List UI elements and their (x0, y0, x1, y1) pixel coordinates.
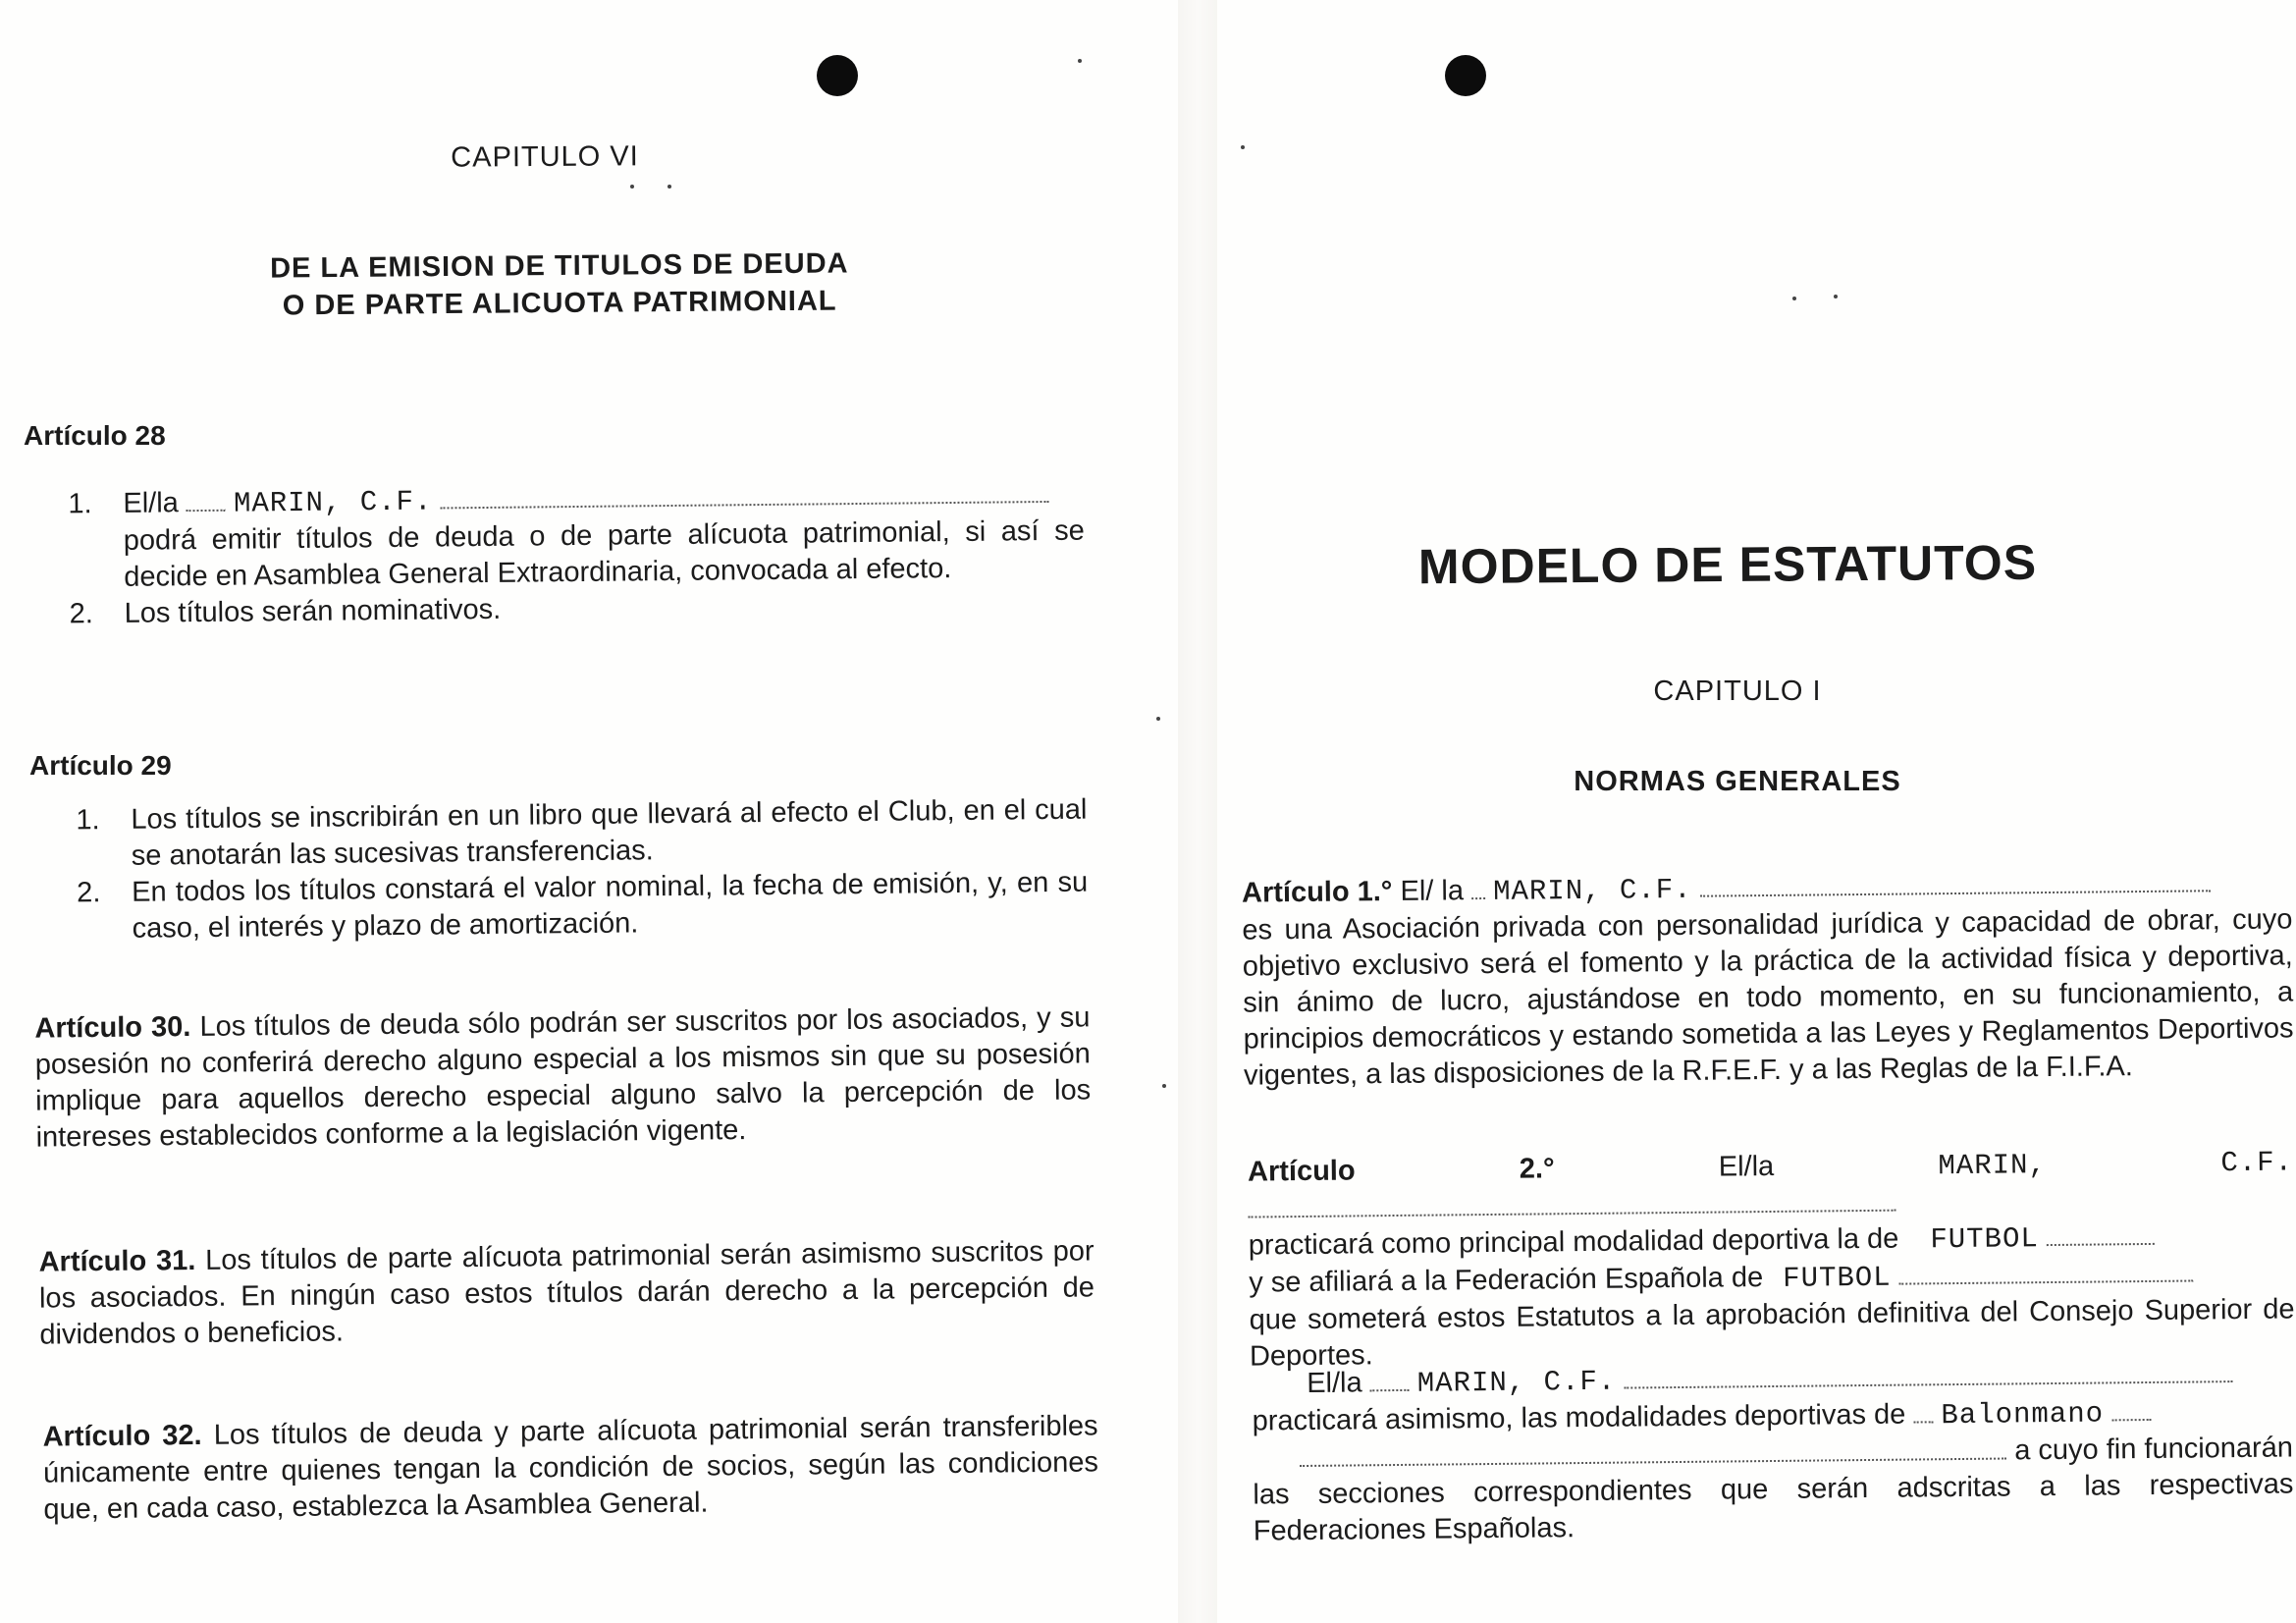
clause (77, 865, 1089, 948)
chapter-title: CAPITULO I (1653, 676, 1822, 707)
sport-fill: FUTBOL (1930, 1222, 2039, 1257)
article-2b-prefix: El/la (1307, 1367, 1362, 1399)
article-31-title: Artículo 31. (38, 1244, 196, 1278)
article-28-body (68, 476, 1086, 633)
article-2-line3: y se afiliará a la Federación Española de (1249, 1262, 1764, 1299)
speck (630, 185, 634, 189)
chapter-heading (196, 244, 924, 325)
clause-text: podrá emitir títulos de deuda o de parte alícuota patrimonial, si así se decide en Asamblea General Extraordinaria, convocada al efecto. (123, 514, 1085, 593)
page-fold (1178, 0, 1217, 1623)
chapter-heading: NORMAS GENERALES (1574, 766, 1901, 797)
article-32-text: Los títulos de deuda y parte alícuota patrimonial serán transferibles únicamente entre quienes tengan la condición de socios, según las condiciones que, en cada caso, establezca la Asamblea General. (42, 1410, 1099, 1526)
article-2b-rest: las secciones correspondientes que serán adscritas a las respectivas Federaciones Españolas. (1253, 1468, 2294, 1547)
clause-text: Los títulos serán nominativos. (124, 593, 502, 629)
chapter-title: CAPITULO VI (451, 140, 639, 174)
clause-number: 2. (77, 877, 101, 909)
clause (76, 792, 1088, 876)
speck (1792, 297, 1796, 300)
article-1-prefix: El/ la (1400, 875, 1465, 907)
clause-number: 2. (69, 598, 93, 630)
speck (667, 185, 671, 189)
punch-hole (1445, 55, 1486, 96)
clause-prefix: El/la (123, 487, 180, 519)
club-name-fill: MARIN, C.F. (233, 485, 433, 520)
article-30 (34, 1000, 1091, 1156)
clause (68, 476, 1085, 597)
article-31-text: Los títulos de parte alícuota patrimonial serán asimismo suscritos por los asociados. En ningún caso estos títulos darán derecho a la percepción de dividendos o beneficios. (38, 1235, 1095, 1351)
heading-line-1: DE LA EMISION DE TITULOS DE DEUDA (270, 247, 849, 285)
article-2b-line3: a cuyo fin funcionarán (2014, 1432, 2294, 1467)
document-title: MODELO DE ESTATUTOS (1417, 534, 2038, 595)
clause-text: Los títulos se inscribirán en un libro que llevará al efecto el Club, en el cual se anotarán las sucesivas transferencias. (131, 793, 1088, 872)
speck (1156, 717, 1160, 721)
heading-line-2: O DE PARTE ALICUOTA PATRIMONIAL (282, 285, 837, 322)
sport-fill: Balonmano (1941, 1397, 2105, 1433)
article-1-title: Artículo 1.° (1241, 876, 1393, 909)
article-2-rest: que someterá estos Estatutos a la aprobación definitiva del Consejo Superior de Deportes. (1249, 1293, 2295, 1373)
club-name-fill: MARIN, C.F. (1416, 1365, 1617, 1400)
speck (1078, 59, 1082, 63)
federation-fill: FUTBOL (1783, 1261, 1892, 1295)
article-2-sections (1252, 1355, 2294, 1549)
club-name-fill: MARIN, C.F. (1492, 873, 1692, 908)
right-page (1217, 0, 2296, 1623)
article-32-title: Artículo 32. (42, 1419, 202, 1453)
article-29-body (76, 792, 1088, 948)
article-2-prefix: El/la (1718, 1150, 1775, 1183)
article-31 (38, 1233, 1095, 1353)
article-2b-line2: practicará asimismo, las modalidades deportivas de (1252, 1398, 1906, 1437)
article-2-line2: practicará como principal modalidad deportiva la de (1248, 1222, 1899, 1262)
article-1-text: es una Asociación privada con personalidad jurídica y capacidad de obrar, cuyo objetivo exclusivo será el fomento y la práctica de la actividad física y deportiva, sin ánimo de lucro, ajustándose en todo momento, en su funcionamiento, a principios democráticos y estando sometida a las Leyes y Reglamentos Deportivos vigentes, a las disposiciones de la R.F.E.F. y a las Reglas de la F.I.F.A. (1242, 903, 2294, 1092)
clause-number: 1. (76, 804, 100, 837)
speck (1241, 145, 1245, 149)
article-30-text: Los títulos de deuda sólo podrán ser suscritos por los asociados, y su posesión no conferirá derecho alguno especial a los mismos sin que su posesión implique para aquellos derecho especial alguno salvo la percepción de los intereses establecidos conforme a la legislación vigente. (34, 1001, 1092, 1154)
article-29-title: Artículo 29 (29, 750, 172, 781)
article-1 (1242, 864, 2294, 1094)
clause-text: En todos los títulos constará el valor nominal, la fecha de emisión, y, en su caso, el interés y plazo de amortización. (132, 866, 1089, 945)
article-28-title: Artículo 28 (24, 420, 166, 451)
punch-hole (817, 55, 858, 96)
article-32 (42, 1408, 1098, 1528)
article-2-title: Artículo 2.° (1247, 1153, 1555, 1188)
speck (1834, 295, 1838, 298)
article-2 (1248, 1143, 2295, 1375)
article-30-title: Artículo 30. (34, 1010, 191, 1045)
clause-number: 1. (68, 488, 92, 520)
speck (1162, 1084, 1166, 1088)
club-name-fill: MARIN, C.F. (1938, 1146, 2294, 1183)
